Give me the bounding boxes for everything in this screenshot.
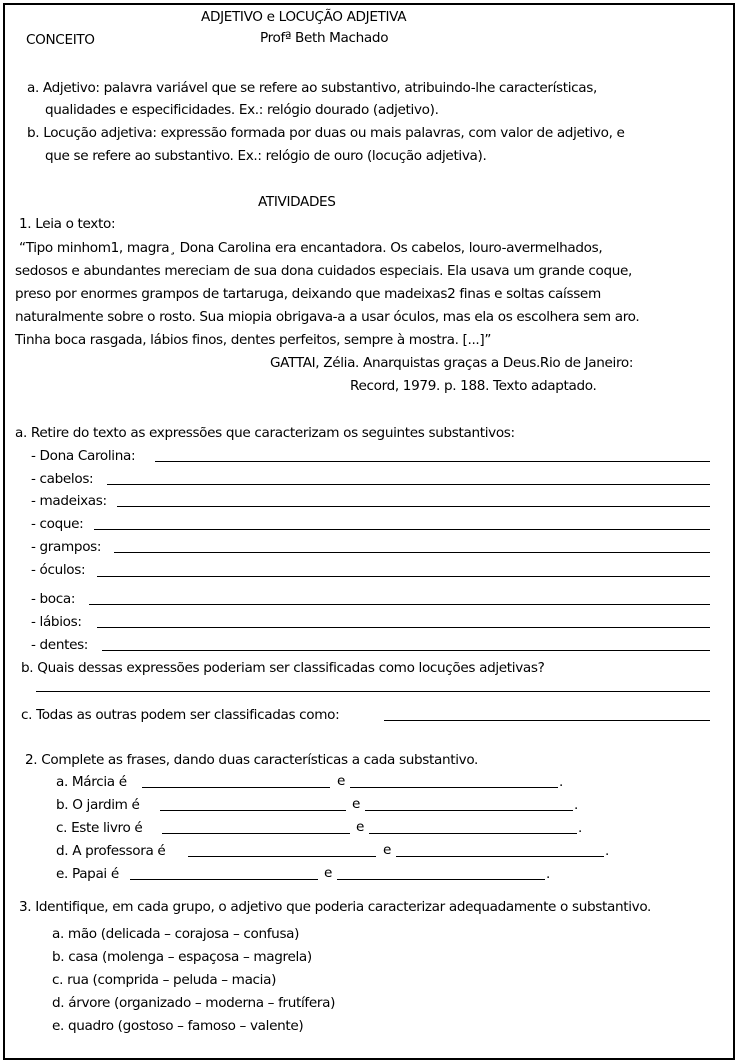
- q2-label-c: c. Este livro é: [56, 820, 143, 836]
- q2b-connector: e: [352, 796, 361, 812]
- q1a-prompt: a. Retire do texto as expressões que caracterizam os seguintes substantivos:: [15, 425, 515, 441]
- q2-label-b: b. O jardim é: [56, 797, 140, 813]
- q1a-answer-grampos[interactable]: [114, 552, 710, 553]
- activities-heading: ATIVIDADES: [258, 194, 336, 210]
- q2a-answer-2[interactable]: [350, 787, 558, 788]
- q2-label-a: a. Márcia é: [56, 774, 127, 790]
- q1c-answer[interactable]: [384, 720, 710, 721]
- q2b-answer-2[interactable]: [365, 810, 573, 811]
- q2c-answer-2[interactable]: [369, 833, 577, 834]
- q1a-label-madeixas: - madeixas:: [31, 493, 107, 509]
- q1a-label-labios: - lábios:: [31, 614, 82, 630]
- section-label-conceito: CONCEITO: [26, 32, 95, 48]
- q1b-prompt: b. Quais dessas expressões poderiam ser classificadas como locuções adjetivas?: [21, 660, 545, 676]
- q2a-answer-1[interactable]: [142, 787, 330, 788]
- concept-adjetivo-line2: qualidades e especificidades. Ex.: relógio dourado (adjetivo).: [45, 102, 439, 118]
- q1a-label-boca: - boca:: [31, 591, 76, 607]
- q2b-answer-1[interactable]: [160, 810, 346, 811]
- concept-locucao-line2: que se refere ao substantivo. Ex.: relógio de ouro (locução adjetiva).: [45, 148, 487, 164]
- q2-label-e: e. Papai é: [56, 866, 119, 882]
- q2d-connector: e: [383, 842, 392, 858]
- q1a-label-dentes: - dentes:: [31, 637, 89, 653]
- q3-prompt: 3. Identifique, em cada grupo, o adjetivo que poderia caracterizar adequadamente o substantivo.: [19, 899, 652, 915]
- q1a-label-coque: - coque:: [31, 516, 84, 532]
- page-title: ADJETIVO e LOCUÇÃO ADJETIVA: [201, 9, 407, 25]
- q1c-prompt: c. Todas as outras podem ser classificadas como:: [21, 707, 340, 723]
- q2c-answer-1[interactable]: [162, 833, 350, 834]
- q2a-period: .: [559, 774, 563, 790]
- q2a-connector: e: [337, 773, 346, 789]
- q1-prompt: 1. Leia o texto:: [19, 216, 116, 232]
- q3-item-d: d. árvore (organizado – moderna – frutífera): [52, 995, 336, 1011]
- q1a-answer-oculos[interactable]: [97, 576, 710, 577]
- q1a-answer-cabelos[interactable]: [107, 484, 710, 485]
- citation-line2: Record, 1979. p. 188. Texto adaptado.: [350, 378, 597, 394]
- q1-text-line: sedosos e abundantes mereciam de sua dona cuidados especiais. Ela usava um grande coque,: [15, 263, 633, 279]
- concept-adjetivo-line1: a. Adjetivo: palavra variável que se refere ao substantivo, atribuindo-lhe características,: [27, 80, 597, 96]
- q1a-answer-boca[interactable]: [89, 604, 710, 605]
- citation-line1: GATTAI, Zélia. Anarquistas graças a Deus.Rio de Janeiro:: [270, 355, 634, 371]
- q3-item-c: c. rua (comprida – peluda – macia): [52, 972, 277, 988]
- q1a-label-cabelos: - cabelos:: [31, 471, 94, 487]
- q3-item-e: e. quadro (gostoso – famoso – valente): [52, 1018, 304, 1034]
- q2e-period: .: [546, 866, 550, 882]
- q1a-label-dona-carolina: - Dona Carolina:: [31, 448, 136, 464]
- q1a-answer-labios[interactable]: [97, 627, 710, 628]
- q2-prompt: 2. Complete as frases, dando duas características a cada substantivo.: [25, 752, 479, 768]
- q2-label-d: d. A professora é: [56, 843, 166, 859]
- q1a-label-grampos: - grampos:: [31, 539, 102, 555]
- q1a-answer-dentes[interactable]: [102, 650, 710, 651]
- q1b-answer[interactable]: [36, 691, 710, 692]
- q2b-period: .: [574, 797, 578, 813]
- q1a-label-oculos: - óculos:: [31, 562, 86, 578]
- q3-item-a: a. mão (delicada – corajosa – confusa): [52, 926, 300, 942]
- q2d-period: .: [605, 843, 609, 859]
- q1-text-line: “Tipo minhom1, magra¸ Dona Carolina era encantadora. Os cabelos, louro-avermelhados,: [19, 240, 603, 256]
- q1a-answer-dona-carolina[interactable]: [155, 461, 710, 462]
- q2e-connector: e: [324, 865, 333, 881]
- q1-text-line: Tinha boca rasgada, lábios finos, dentes perfeitos, sempre à mostra. [...]”: [15, 332, 492, 348]
- author-name: Profª Beth Machado: [260, 30, 389, 46]
- q2d-answer-1[interactable]: [188, 856, 376, 857]
- q2e-answer-2[interactable]: [337, 879, 545, 880]
- concept-locucao-line1: b. Locução adjetiva: expressão formada por duas ou mais palavras, com valor de adjetivo, e: [27, 125, 625, 141]
- q2e-answer-1[interactable]: [130, 879, 318, 880]
- q2c-period: .: [578, 820, 582, 836]
- q2c-connector: e: [356, 819, 365, 835]
- q1a-answer-madeixas[interactable]: [117, 506, 710, 507]
- q1-text-line: preso por enormes grampos de tartaruga, deixando que madeixas2 finas e soltas caíssem: [15, 286, 601, 302]
- q1a-answer-coque[interactable]: [94, 529, 710, 530]
- q3-item-b: b. casa (molenga – espaçosa – magrela): [52, 949, 312, 965]
- q1-text-line: naturalmente sobre o rosto. Sua miopia obrigava-a a usar óculos, mas ela os escolhera sem aro.: [15, 309, 640, 325]
- q2d-answer-2[interactable]: [396, 856, 604, 857]
